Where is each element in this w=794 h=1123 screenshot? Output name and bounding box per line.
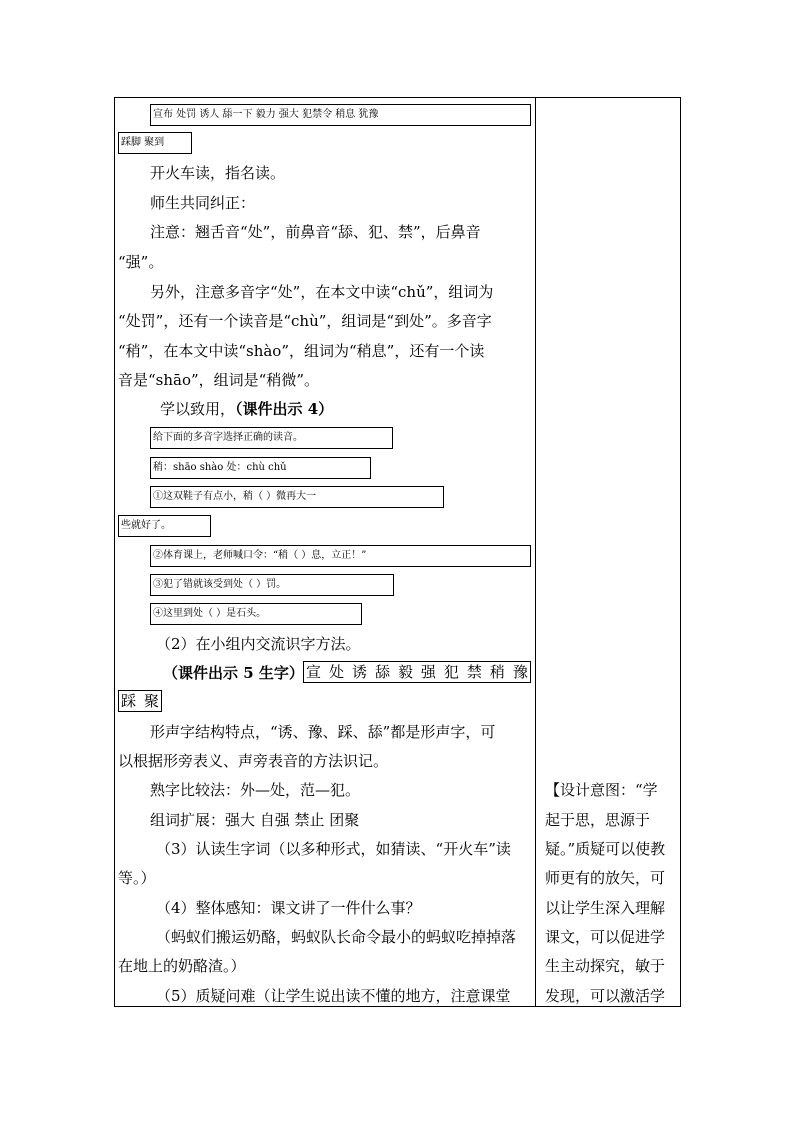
character: 舔: [374, 663, 390, 681]
character: 宣: [306, 663, 322, 681]
text-line-9: “稍”，在本文中读“shào”，组词为“稍息”，还有一个读: [118, 342, 485, 360]
text-line-22: 形声字结构特点，“诱、豫、踩、舔”都是形声字，可: [150, 723, 496, 741]
character: 稍: [489, 663, 505, 681]
text-line-5: 注意：翘舌音“处”，前鼻音“舔、犯、禁”，后鼻音: [150, 223, 481, 241]
exercise-item-3-box: ③犯了错就该受到处（ ）罚。: [150, 574, 394, 596]
text-line-26: （3）认读生字词（以多种形式，如猜读、“开火车”读: [156, 840, 511, 858]
text-line-8: “处罚”，还有一个读音是“chù”，组词是“到处”。多音字: [118, 312, 492, 330]
text-line-30: 在地上的奶酪渣。）: [118, 957, 246, 975]
text-line-29: （蚂蚁们搬运奶酪，蚂蚁队长命令最小的蚂蚁吃掉掉落: [156, 928, 517, 946]
design-intent-line-7: 生主动探究，敏于: [545, 957, 666, 975]
courseware-4-label: （课件出示 4）: [235, 400, 334, 418]
design-intent-line-6: 课文，可以促进学: [545, 928, 666, 946]
char-box-1: [303, 661, 531, 683]
design-intent-line-1: 【设计意图：“学: [545, 781, 658, 799]
character: 毅: [397, 663, 413, 681]
text-line-11: [160, 399, 333, 419]
text-line-10: 音是“shāo”，组词是“稍微”。: [118, 371, 320, 389]
text-line-4: 师生共同纠正：: [150, 194, 256, 212]
design-intent-line-2: 起于思，思源于: [545, 811, 651, 829]
text-line-23: 以根据形旁表义、声旁表音的方法识记。: [118, 752, 389, 770]
exercise-item-1-box: ①这双鞋子有点小，稍（ ）微再大一: [150, 486, 444, 508]
exercise-item-4-box: ④这里到处（ ）是石头。: [150, 603, 362, 625]
char-box-2: [118, 690, 162, 712]
character: 禁: [466, 663, 482, 681]
column-divider: [535, 97, 536, 1007]
character: 处: [328, 663, 344, 681]
exercise-item-1-cont-box: 些就好了。: [118, 515, 211, 537]
character: 犯: [443, 663, 459, 681]
apply-label: 学以致用，: [160, 400, 236, 418]
exercise-instruction-box: 给下面的多音字选择正确的读音。: [150, 427, 393, 449]
design-intent-line-3: 疑。”质疑可以使教: [545, 840, 666, 858]
text-line-6: “强”。: [118, 253, 164, 271]
text-line-3: 开火车读，指名读。: [150, 164, 286, 182]
exercise-item-2-box: ②体育课上，老师喊口令：“稍（ ）息，立正！”: [150, 545, 531, 567]
design-intent-line-4: 师更有的放矢，可: [545, 869, 666, 887]
word-box-1: 宣布 处罚 诱人 舔一下 毅力 强大 犯禁令 稍息 犹豫: [150, 104, 531, 126]
text-line-31: （5）质疑问难（让学生说出读不懂的地方，注意课堂: [156, 987, 511, 1005]
character: 踩: [121, 692, 137, 710]
character: 强: [420, 663, 436, 681]
text-line-24: 熟字比较法：外—处，范—犯。: [150, 781, 361, 799]
text-line-27: 等。）: [118, 869, 156, 887]
character: 聚: [143, 692, 159, 710]
character: 豫: [512, 663, 528, 681]
design-intent-line-8: 发现，可以激活学: [545, 987, 666, 1005]
text-line-19: （2）在小组内交流识字方法。: [156, 635, 361, 653]
courseware-5-label: （课件出示 5 生字）: [163, 664, 304, 682]
design-intent-line-5: 以让学生深入理解: [545, 899, 666, 917]
text-line-7: 另外，注意多音字“处”，在本文中读“chǔ”，组词为: [150, 283, 494, 301]
pinyin-options-box: 稍：shāo shào 处：chù chǔ: [150, 457, 371, 479]
text-line-25: 组词扩展：强大 自强 禁止 团聚: [150, 811, 360, 829]
word-box-2: 踩脚 聚到: [118, 132, 192, 154]
text-line-28: （4）整体感知：课文讲了一件什么事？: [156, 899, 421, 917]
character: 诱: [351, 663, 367, 681]
